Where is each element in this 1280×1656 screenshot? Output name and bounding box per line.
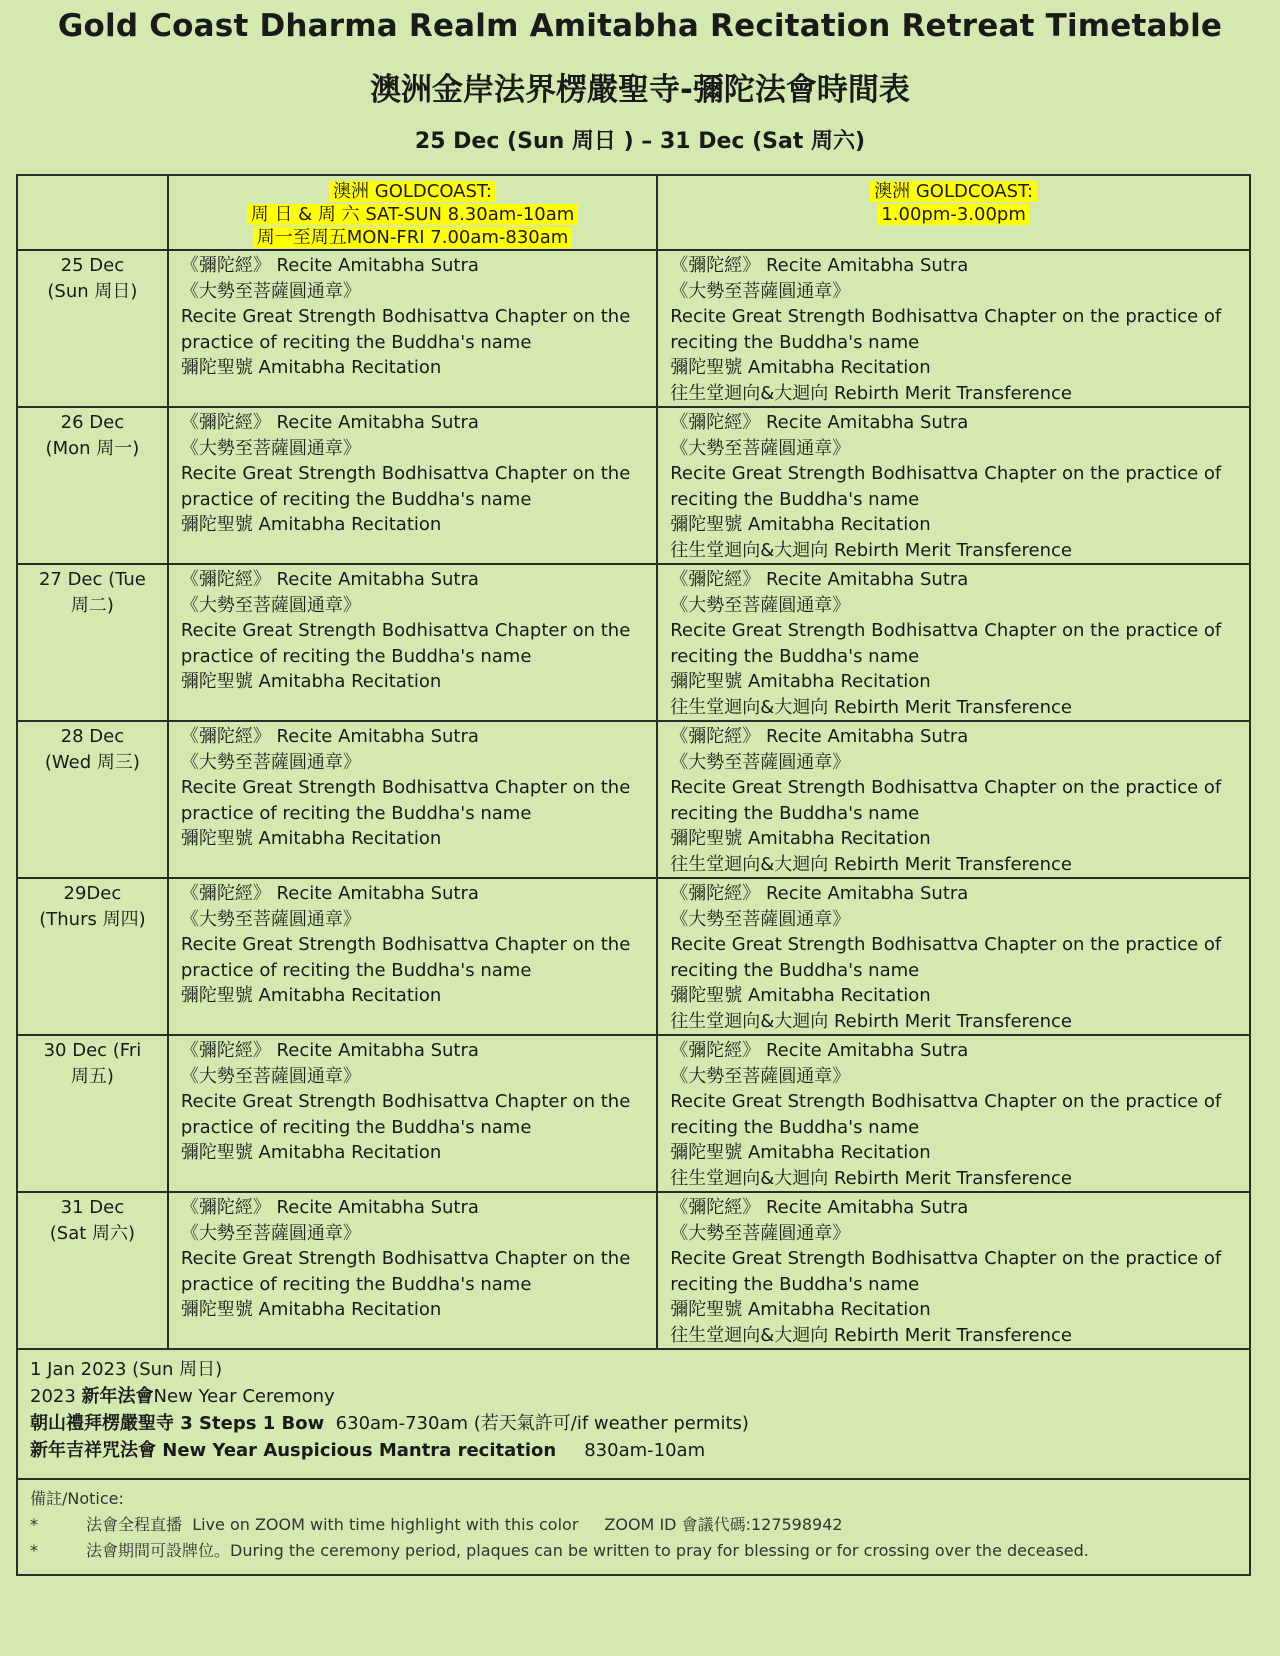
notice-zh: 法會全程直播 [86,1515,183,1534]
header-morning-cell [168,175,657,250]
activity-line: 往生堂迴向&大迴向 Rebirth Merit Transference [670,853,1072,875]
activity-line: 《彌陀經》 Recite Amitabha Sutra [670,883,969,904]
activity-line: 《大勢至菩薩圓通章》 [180,280,361,302]
activity-line: 彌陀聖號 Amitabha Recitation [670,1299,931,1320]
activity-line: Recite Great Strength Bodhisattva Chapter on the [180,463,631,484]
activity-line: Recite Great Strength Bodhisattva Chapter on the practice of [670,934,1222,955]
notice-row [17,1479,1250,1575]
three-steps-bow-line [30,1410,1237,1437]
header-morning-location: 澳洲 GOLDCOAST: [329,181,496,202]
header-afternoon-location: 澳洲 GOLDCOAST: [870,181,1037,202]
activity-line: 《大勢至菩薩圓通章》 [180,751,361,773]
mantra-recitation-line [30,1437,1237,1464]
morning-activities-cell [168,407,657,564]
timetable-table [16,174,1251,1576]
weekday-line: (Sun 周日) [47,280,138,302]
activity-line: Recite Great Strength Bodhisattva Chapter on the [180,1248,631,1269]
activity-line: 《彌陀經》 Recite Amitabha Sutra [180,726,479,747]
date-cell [17,1192,168,1349]
new-year-cell [17,1349,1250,1479]
activity-line: 《彌陀經》 Recite Amitabha Sutra [670,1197,969,1218]
activity-line: 《彌陀經》 Recite Amitabha Sutra [670,1040,969,1061]
activity-line: 往生堂迴向&大迴向 Rebirth Merit Transference [670,696,1072,718]
activity-line: 《大勢至菩薩圓通章》 [180,1065,361,1087]
activity-line: 《彌陀經》 Recite Amitabha Sutra [180,883,479,904]
date-cell [17,1035,168,1192]
activity-line: 《彌陀經》 Recite Amitabha Sutra [180,569,479,590]
activity-line: 彌陀聖號 Amitabha Recitation [180,1299,442,1320]
weekday-line: (Wed 周三) [44,751,140,773]
date-line: 25 Dec [60,255,125,276]
notice-en: During the ceremony period, plaques can be written to pray for blessing or for crossing over the deceased. [230,1541,1089,1560]
activity-line: Recite Great Strength Bodhisattva Chapter on the [180,306,631,327]
date-cell [17,407,168,564]
morning-activities-cell [168,1035,657,1192]
activity-line: practice of reciting the Buddha's name [180,645,532,667]
activity-line: 彌陀聖號 Amitabha Recitation [670,671,931,692]
afternoon-activities-cell [657,250,1250,407]
activity-line: 《大勢至菩薩圓通章》 [670,437,851,459]
activity-line: Recite Great Strength Bodhisattva Chapter on the practice of [670,306,1222,327]
weekday-line: 周五) [70,1065,114,1087]
date-line: 26 Dec [60,412,125,433]
activity-line: 《大勢至菩薩圓通章》 [670,1222,851,1244]
header-afternoon-cell [657,175,1250,250]
title-chinese: 澳洲金岸法界楞嚴聖寺-彌陀法會時間表 [370,72,910,108]
notice-bullet: * [30,1515,38,1534]
activity-line: 往生堂迴向&大迴向 Rebirth Merit Transference [670,1167,1072,1189]
activity-line: 《彌陀經》 Recite Amitabha Sutra [670,255,969,276]
day-row [17,564,1250,721]
notice-en: Live on ZOOM with time highlight with this color [192,1515,579,1534]
activity-line: Recite Great Strength Bodhisattva Chapter on the practice of [670,1091,1222,1112]
activity-line: 彌陀聖號 Amitabha Recitation [180,985,442,1006]
new-year-year: 2023 [30,1386,82,1407]
new-year-ceremony-line [30,1383,1237,1410]
date-line: 28 Dec [60,726,125,747]
header-morning-weekend-time: 周 日 & 周 六 SAT-SUN 8.30am-10am [247,204,579,225]
activity-line: 往生堂迴向&大迴向 Rebirth Merit Transference [670,1010,1072,1032]
header-row [17,175,1250,250]
activity-line: 往生堂迴向&大迴向 Rebirth Merit Transference [670,539,1072,561]
activity-line: 彌陀聖號 Amitabha Recitation [670,1142,931,1163]
activity-line: 往生堂迴向&大迴向 Rebirth Merit Transference [670,1324,1072,1346]
new-year-ceremony-en: New Year Ceremony [153,1386,335,1407]
morning-activities-cell [168,564,657,721]
activity-line: 《彌陀經》 Recite Amitabha Sutra [180,1040,479,1061]
activity-line: 往生堂迴向&大迴向 Rebirth Merit Transference [670,382,1072,404]
new-year-row [17,1349,1250,1479]
notice-item [30,1512,1237,1538]
activity-line: Recite Great Strength Bodhisattva Chapter on the [180,777,631,798]
activity-line: 彌陀聖號 Amitabha Recitation [670,828,931,849]
activity-line: Recite Great Strength Bodhisattva Chapter on the [180,620,631,641]
afternoon-activities-cell [657,1192,1250,1349]
notice-zh: 法會期間可設牌位。 [86,1541,231,1560]
afternoon-activities-cell [657,878,1250,1035]
morning-activities-cell [168,721,657,878]
three-steps-bow-label: 朝山禮拜楞嚴聖寺 3 Steps 1 Bow [30,1413,325,1434]
activity-line: reciting the Buddha's name [670,959,920,981]
activity-line: practice of reciting the Buddha's name [180,488,532,510]
date-range-subtitle: 25 Dec (Sun 周日 ) – 31 Dec (Sat 周六) [414,129,866,154]
notice-bullet: * [30,1541,38,1560]
activity-line: reciting the Buddha's name [670,802,920,824]
activity-line: 《大勢至菩薩圓通章》 [670,594,851,616]
activity-line: 彌陀聖號 Amitabha Recitation [670,985,931,1006]
activity-line: practice of reciting the Buddha's name [180,959,532,981]
activity-line: reciting the Buddha's name [670,331,920,353]
activity-line: practice of reciting the Buddha's name [180,1116,532,1138]
activity-line: 彌陀聖號 Amitabha Recitation [180,671,442,692]
activity-line: 彌陀聖號 Amitabha Recitation [180,357,442,378]
weekday-line: (Sat 周六) [49,1222,136,1244]
activity-line: 《大勢至菩薩圓通章》 [180,437,361,459]
date-cell [17,878,168,1035]
three-steps-bow-time: 630am-730am (若天氣許可/if weather permits) [335,1413,749,1434]
activity-line: reciting the Buddha's name [670,645,920,667]
title-english: Gold Coast Dharma Realm Amitabha Recitation Retreat Timetable [57,8,1223,44]
weekday-line: (Mon 周一) [45,437,140,459]
new-year-date: 1 Jan 2023 (Sun 周日) [30,1359,223,1380]
activity-line: Recite Great Strength Bodhisattva Chapter on the practice of [670,1248,1222,1269]
date-line: 29Dec [63,883,122,904]
activity-line: 《彌陀經》 Recite Amitabha Sutra [180,412,479,433]
activity-line: practice of reciting the Buddha's name [180,1273,532,1295]
activity-line: reciting the Buddha's name [670,1273,920,1295]
activity-line: Recite Great Strength Bodhisattva Chapter on the practice of [670,777,1222,798]
activity-line: Recite Great Strength Bodhisattva Chapter on the practice of [670,620,1222,641]
header-afternoon-time: 1.00pm-3.00pm [877,204,1030,225]
activity-line: 《大勢至菩薩圓通章》 [670,751,851,773]
notice-cell [17,1479,1250,1575]
activity-line: 《大勢至菩薩圓通章》 [670,280,851,302]
day-row [17,721,1250,878]
activity-line: 《大勢至菩薩圓通章》 [670,908,851,930]
activity-line: 《彌陀經》 Recite Amitabha Sutra [180,1197,479,1218]
day-row [17,407,1250,564]
morning-activities-cell [168,878,657,1035]
afternoon-activities-cell [657,564,1250,721]
activity-line: 《彌陀經》 Recite Amitabha Sutra [670,412,969,433]
afternoon-activities-cell [657,1035,1250,1192]
day-row [17,250,1250,407]
notice-item [30,1538,1237,1564]
header-blank-cell [17,175,168,250]
mantra-recitation-label: 新年吉祥咒法會 New Year Auspicious Mantra recitation [30,1440,557,1461]
header-morning-weekday-time: 周一至周五MON-FRI 7.00am-830am [253,227,573,248]
date-line: 27 Dec (Tue [38,569,146,590]
date-cell [17,250,168,407]
date-line: 31 Dec [60,1197,125,1218]
date-cell [17,564,168,721]
day-row [17,878,1250,1035]
activity-line: 《大勢至菩薩圓通章》 [180,1222,361,1244]
afternoon-activities-cell [657,407,1250,564]
activity-line: 《大勢至菩薩圓通章》 [180,594,361,616]
activity-line: reciting the Buddha's name [670,488,920,510]
notice-title: 備註/Notice: [30,1489,124,1508]
activity-line: practice of reciting the Buddha's name [180,802,532,824]
activity-line: 《彌陀經》 Recite Amitabha Sutra [180,255,479,276]
activity-line: Recite Great Strength Bodhisattva Chapter on the [180,934,631,955]
activity-line: practice of reciting the Buddha's name [180,331,532,353]
activity-line: 《彌陀經》 Recite Amitabha Sutra [670,726,969,747]
weekday-line: (Thurs 周四) [39,908,146,930]
date-cell [17,721,168,878]
morning-activities-cell [168,1192,657,1349]
activity-line: 彌陀聖號 Amitabha Recitation [670,514,931,535]
weekday-line: 周二) [70,594,114,616]
new-year-ceremony-zh: 新年法會 [81,1386,154,1407]
date-line: 30 Dec (Fri [43,1040,142,1061]
activity-line: 《大勢至菩薩圓通章》 [670,1065,851,1087]
activity-line: Recite Great Strength Bodhisattva Chapter on the [180,1091,631,1112]
activity-line: 彌陀聖號 Amitabha Recitation [180,514,442,535]
activity-line: reciting the Buddha's name [670,1116,920,1138]
activity-line: 《大勢至菩薩圓通章》 [180,908,361,930]
morning-activities-cell [168,250,657,407]
activity-line: 彌陀聖號 Amitabha Recitation [180,828,442,849]
zoom-id: ZOOM ID 會議代碼:127598942 [604,1515,843,1534]
afternoon-activities-cell [657,721,1250,878]
activity-line: 彌陀聖號 Amitabha Recitation [670,357,931,378]
day-row [17,1192,1250,1349]
activity-line: Recite Great Strength Bodhisattva Chapter on the practice of [670,463,1222,484]
activity-line: 彌陀聖號 Amitabha Recitation [180,1142,442,1163]
mantra-recitation-time: 830am-10am [584,1440,706,1461]
day-row [17,1035,1250,1192]
activity-line: 《彌陀經》 Recite Amitabha Sutra [670,569,969,590]
